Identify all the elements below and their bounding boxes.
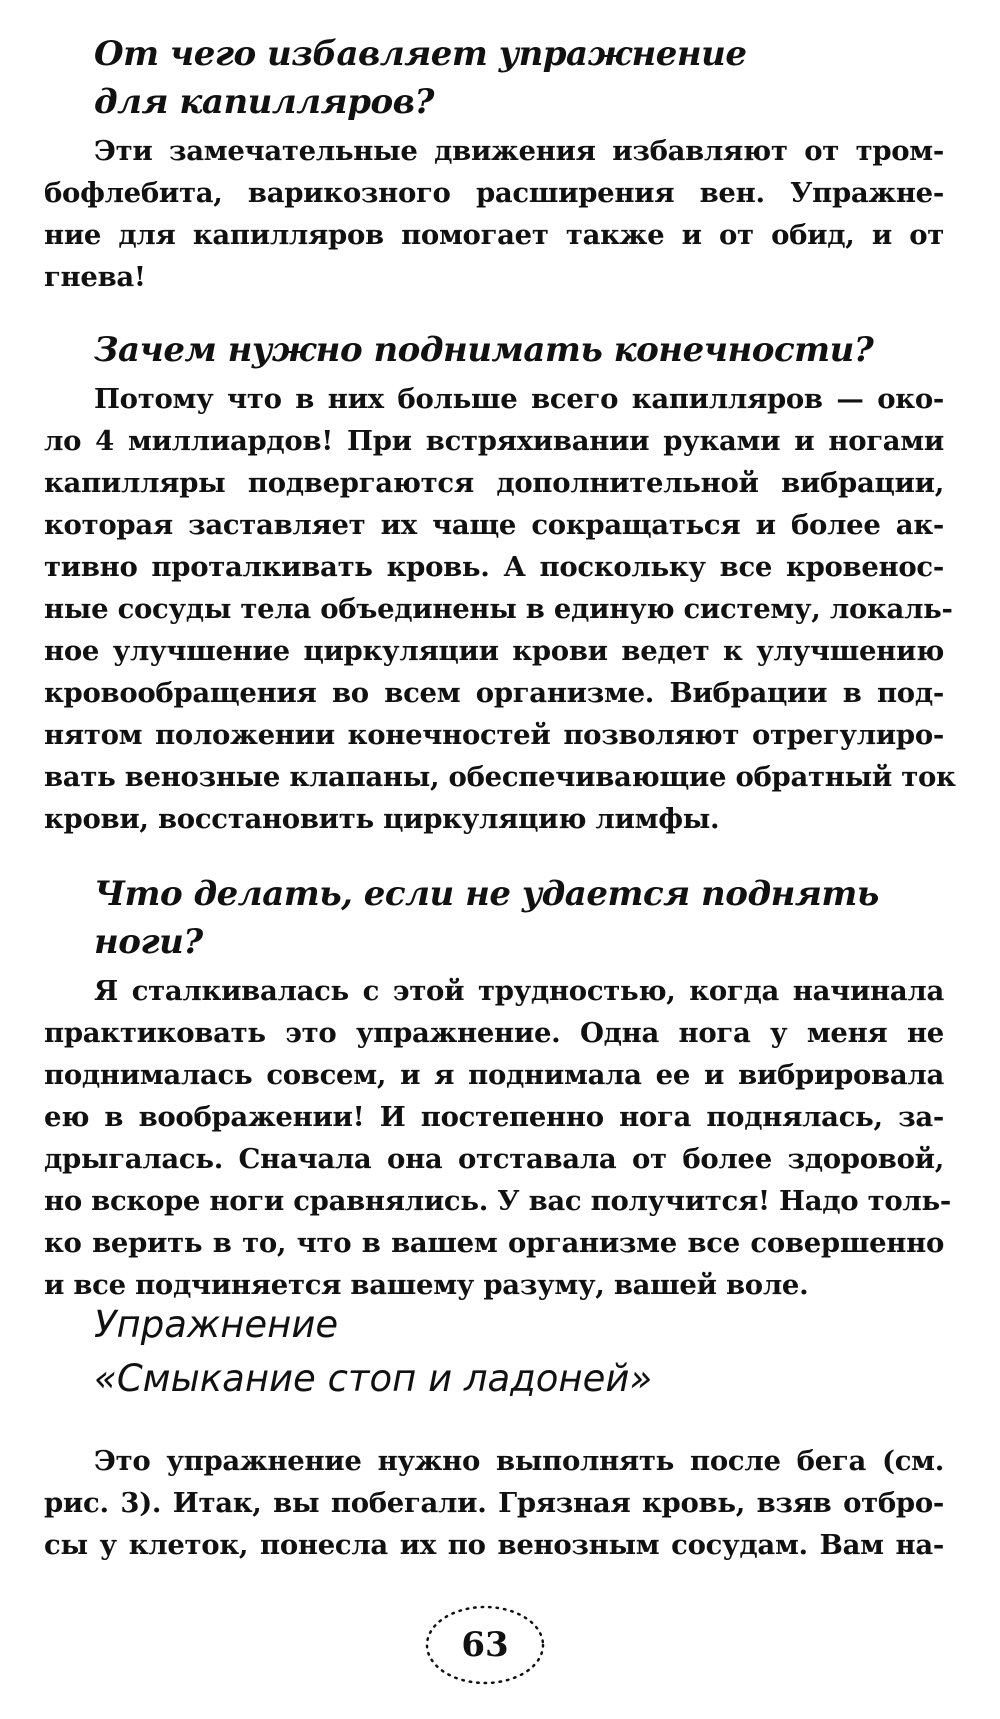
text-line: ние для капилляров помогает также и от обид, и от [44, 219, 944, 251]
text-line: ное улучшение циркуляции крови ведет к улучшению [44, 635, 944, 667]
qa-block-limbs [44, 326, 956, 840]
text-line: кровообращения во всем организме. Вибрации в под- [44, 677, 944, 709]
text-line: бофлебита, варикозного расширения вен. Упражне- [44, 177, 944, 209]
text-line: практиковать это упражнение. Одна нога у меня не [44, 1017, 944, 1049]
answer-paragraph [44, 130, 944, 298]
text-line: рис. 3). Итак, вы побегали. Грязная кровь, взяв отбро- [44, 1487, 944, 1519]
answer-paragraph [44, 378, 956, 840]
heading-line: для капилляров? [94, 82, 434, 122]
text-line: ко верить в то, что в вашем организме все совершенно [44, 1227, 944, 1259]
question-heading [44, 30, 944, 126]
text-line: гнева! [44, 261, 146, 293]
text-line: капилляры подвергаются дополнительной вибрации, [44, 467, 944, 499]
text-line: ею в воображении! И постепенно нога поднялась, за- [44, 1101, 944, 1133]
text-line: Я сталкивалась с этой трудностью, когда начинала [94, 975, 944, 1007]
text-line: Это упражнение нужно выполнять после бега (см. [94, 1445, 944, 1477]
question-heading: Зачем нужно поднимать конечности? [94, 330, 874, 370]
section-title [44, 1298, 944, 1406]
page-number-badge [420, 1600, 550, 1690]
text-line: Потому что в них больше всего капилляров — око- [94, 383, 944, 415]
text-line: ные сосуды тела объединены в единую систему, локаль- [44, 593, 953, 625]
text-line: сы у клеток, понесла их по венозным сосудам. Вам на- [44, 1529, 944, 1561]
section-title-line: Упражнение [94, 1303, 339, 1346]
answer-paragraph [44, 970, 951, 1306]
question-heading: Что делать, если не удается поднять ноги? [94, 874, 879, 962]
text-line: и все подчиняется вашему разуму, вашей воле. [44, 1269, 809, 1301]
text-line: ло 4 миллиардов! При встряхивании руками и ногами [44, 425, 944, 457]
heading-line: От чего избавляет упражнение [94, 34, 747, 74]
text-line: Эти замечательные движения избавляют от тром- [94, 135, 944, 167]
qa-block-capillaries [44, 30, 944, 298]
section-title-line: «Смыкание стоп и ладоней» [94, 1357, 653, 1400]
page-number: 63 [461, 1625, 509, 1665]
qa-block-legs [44, 870, 951, 1306]
text-line: вать венозные клапаны, обеспечивающие обратный ток [44, 761, 956, 793]
text-line: дрыгалась. Сначала она отставала от более здоровой, [44, 1143, 944, 1175]
text-line: но вскоре ноги сравнялись. У вас получится! Надо толь- [44, 1185, 951, 1217]
text-line: которая заставляет их чаще сокращаться и более ак- [44, 509, 944, 541]
section-paragraph [44, 1440, 944, 1566]
text-line: поднималась совсем, и я поднимала ее и вибрировала [44, 1059, 944, 1091]
text-line: тивно проталкивать кровь. А поскольку все кровенос- [44, 551, 944, 583]
text-line: крови, восстановить циркуляцию лимфы. [44, 803, 720, 835]
text-line: нятом положении конечностей позволяют отрегулиро- [44, 719, 944, 751]
exercise-section [44, 1298, 944, 1566]
